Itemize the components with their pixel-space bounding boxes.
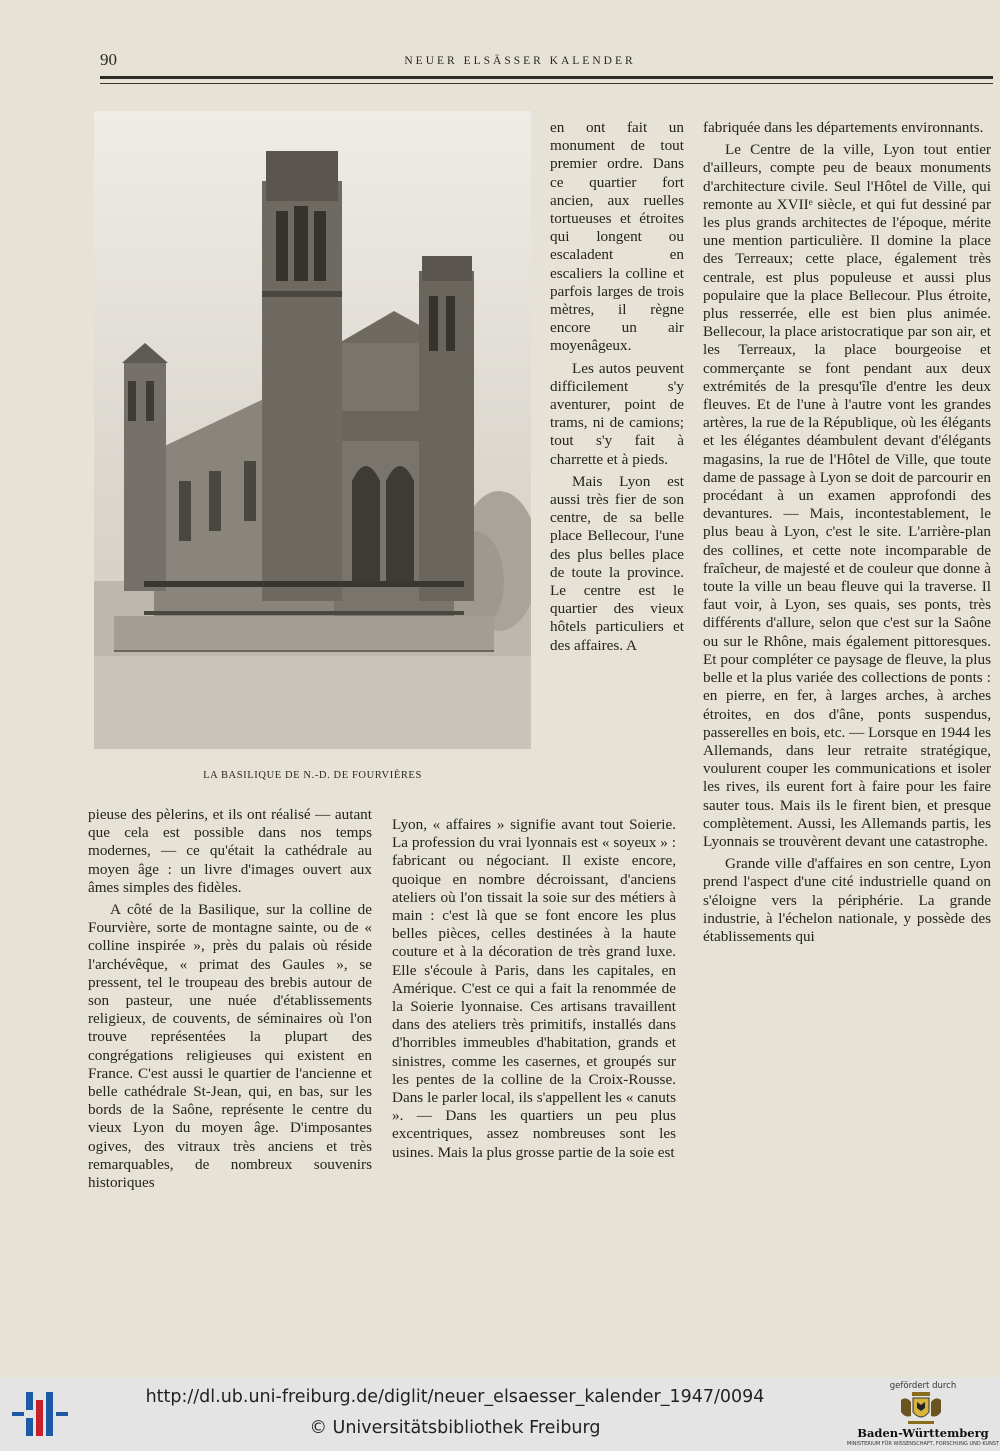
sponsor-ministry-name: MINISTERIUM FÜR WISSENSCHAFT, FORSCHUNG UND KUNST: [846, 1441, 1000, 1447]
paragraph: pieuse des pèlerins, et ils ont réalisé — autant que cela est possible dans nos temps modernes, — ce qu'était la cathédrale au moyen âge : un livre d'images ouvert aux âmes simples des fidèles.: [88, 806, 372, 896]
copyright-notice: © Universitätsbibliothek Freiburg: [309, 1418, 601, 1438]
page-number: 90: [100, 50, 117, 69]
basilica-illustration: [94, 111, 531, 749]
header-rule-thick: [100, 76, 993, 79]
paragraph: Le Centre de la ville, Lyon tout entier d'ailleurs, compte peu de beaux monuments d'architecture civile. Seul l'Hôtel de Ville, qui remonte au XVIIᵉ siècle, et qui fut dessiné par les plus grands architectes de l'époque, mérite une mention particulière. Il domine la place des Terreaux; cette place, également très centrale, est plus populeuse et aussi plus populaire que la place Bellecour. Plus étroite, plus resserrée, elle est bien plus animée. Bellecour, la place aristocratique par son air, et les Terreaux, la place bourgeoise et commerçante se font pendant aux deux extrémités de la presqu'île d'entre les deux fleuves. Et de l'une à l'autre vont les grandes artères, la rue de la République, où les élégants et les élégantes déambulent devant d'élégants magasins, la rue de l'Hôtel de Ville, que toute dame de passage à Lyon se doit de parcourir en procédant à un examen approfondi des devantures. — Mais, incontestablement, le plus beau à Lyon, c'est le site. L'arrière-plan des collines, et cette note incomparable de fraîcheur, de majesté et de couleur que donne à toute la ville un beau fleuve qui la traverse. Il faut voir, à Lyon, ses quais, ses ponts, très différents d'allure, selon que c'est sur la Saône ou sur le Rhône, mais également pittoresques. Et pour compléter ce paysage de fleuve, la plus belle et la plus variée des collections de ponts : en pierre, en fer, à larges arches, à arches étroites, en dos d'âne, ponts suspendus, passerelles en bois, etc. — Lorsque en 1944 les Allemands, dans leur retraite stratégique, voulurent couper les communications et isoler les rives, ils eurent fort à faire pour les faire sauter tous. Mais ils le firent bien, et presque complètement. Aussi, les Allemands partis, les Lyonnais se trouvèrent devant une catastrophe.: [703, 141, 991, 850]
viewer-footer: [0, 1378, 1000, 1451]
paragraph: en ont fait un monument de tout premier ordre. Dans ce quartier fort ancien, aux ruelles tortueuses et étroites qui longent ou escaladent en escaliers la colline et parfois larges de trois mètres, il règne encore un air moyenâgeux.: [550, 119, 684, 355]
figure-caption: LA BASILIQUE DE N.-D. DE FOURVIÈRES: [203, 770, 422, 781]
paragraph: Grande ville d'affaires en son centre, Lyon prend l'aspect d'une cité industrielle quand on s'éloigne vers la périphérie. La grande industrie, à l'échelon nationale, y possède des établissements qui: [703, 855, 991, 945]
sponsor-label: gefördert durch: [889, 1381, 957, 1391]
basilica-photograph: [94, 111, 531, 749]
baden-wuerttemberg-coat-of-arms-icon: [898, 1390, 944, 1426]
paragraph: Lyon, « affaires » signifie avant tout Soierie. La profession du vrai lyonnais est « soyeux » : fabricant ou négociant. Il existe encore, quoique en nombre décroissant, d'anciens ateliers où l'on tissait la soie sur des métiers à main : c'est là que se font encore les plus belles pièces, celles destinées à la haute couture et à la décoration de très grand luxe. Elle s'écoule à Paris, dans les capitales, en Amérique. C'est ce qui a fait la renommée de la Soierie lyonnaise. Ces artisans travaillent dans des ateliers très primitifs, installés dans d'horribles immeubles d'habitation, grands et sinistres, comme les casernes, et groupés sur les pentes de la colline de la Croix-Rousse. Dans le parler local, ils s'appellent les « canuts ». — Dans les quartiers un peu plus excentriques, assez nombreuses sont les usines. Mais la plus grosse partie de la soie est: [392, 816, 676, 1161]
column-middle-top: [550, 119, 684, 655]
paragraph: A côté de la Basilique, sur la colline de Fourvière, sorte de montagne sainte, ou de « colline inspirée », près du palais où réside l'archévêque, « primat des Gaules », se pressent, tel le troupeau des brebis autour de son pasteur, une nuée d'établissements religieux, de couvents, de séminaires où l'on trouve représentées la plupart des congrégations religieuses qui existent en France. C'est aussi le quartier de l'ancienne et belle cathédrale St-Jean, qui, en bas, sur les bords de la Saône, représente le centre du vieux Lyon du moyen âge. D'imposantes ogives, des vitraux très anciens et très remarquables, de nombreux souvenirs historiques: [88, 901, 372, 1192]
column-middle-bottom: [392, 816, 676, 1162]
sponsor-state-name: Baden-Württemberg: [857, 1426, 989, 1440]
document-url-link[interactable]: http://dl.ub.uni-freiburg.de/diglit/neuer_elsaesser_kalender_1947/0094: [145, 1387, 765, 1407]
paragraph: fabriquée dans les départements environnants.: [703, 119, 984, 136]
header-rule-thin: [100, 83, 993, 84]
running-title: NEUER ELSÄSSER KALENDER: [404, 55, 636, 67]
column-left: [88, 806, 372, 1192]
paragraph: Les autos peuvent difficilement s'y aventurer, point de trams, ni de camions; tout s'y fait à charrette et à pieds.: [550, 359, 684, 468]
column-right: [703, 119, 991, 946]
paragraph: Mais Lyon est aussi très fier de son centre, de sa belle place Bellecour, l'une des plus belles place de toute la province. Le centre est le quartier des vieux hôtels particuliers et des affaires. A: [550, 472, 684, 654]
